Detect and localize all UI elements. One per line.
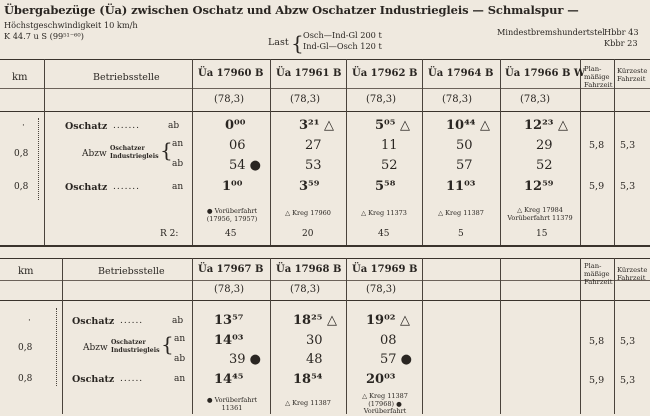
r2-17964: 5 <box>458 229 464 239</box>
km-abzw: 0,8 <box>14 149 29 159</box>
page-title: Übergabezüge (Üa) zwischen Oschatz und Abzw Oschatzer Industriegleis — Schmalspur — <box>4 3 579 17</box>
note-17960: ● Vorüberfahrt (17956, 17957) <box>206 207 258 223</box>
station-abzw-sub: Oschatzer Industriegleis <box>110 145 159 160</box>
load-17969: (78,3) <box>366 284 397 295</box>
km2-oschatz: · <box>28 316 31 326</box>
kuerzeste-header: Kürzeste Fahrzeit <box>617 67 648 83</box>
time-17969-r2: 57 ● <box>380 352 413 367</box>
abzw2-an: an <box>174 334 186 344</box>
load-17962: (78,3) <box>366 94 397 105</box>
kurzfz-t2-r1: 5,3 <box>620 375 636 386</box>
station2-oschatz: Oschatz <box>72 316 115 327</box>
train-17967: Üa 17967 B <box>198 264 264 275</box>
time-17960-r2: 54 ● <box>229 158 262 173</box>
time-17961-r1: 27 <box>305 138 322 153</box>
oschatz-ab: ab <box>168 121 180 131</box>
planfz-t2-r1: 5,9 <box>589 375 605 386</box>
load-17964: (78,3) <box>442 94 473 105</box>
station-header: Betriebsstelle <box>93 72 160 83</box>
station-oschatz: Oschatz <box>65 121 108 132</box>
time-17968-r0: 18²⁵ △ <box>293 313 338 328</box>
km-header-2: km <box>18 266 34 277</box>
time-17966-r2: 52 <box>536 158 553 173</box>
time-17960-r0: 0⁰⁰ <box>225 118 246 133</box>
load-17960: (78,3) <box>214 94 245 105</box>
planfz-t1-r1: 5,9 <box>589 181 605 192</box>
planfahrzeit-header-2: Plan- mäßige Fahrzeit <box>584 262 613 286</box>
abzw-an: an <box>172 139 184 149</box>
last-label: Last <box>268 37 289 48</box>
train-17969: Üa 17969 B <box>352 264 418 275</box>
train-17966: Üa 17966 B W <box>505 68 586 79</box>
km2-oschatz-an: 0,8 <box>18 374 33 384</box>
time-17962-r1: 11 <box>381 138 398 153</box>
train-17962: Üa 17962 B <box>352 68 418 79</box>
last-brace-icon: { <box>291 31 304 55</box>
km-header: km <box>12 72 28 83</box>
note-17961: △ Kreg 17960 <box>285 209 331 217</box>
planfz-t2-r0: 5,8 <box>589 336 605 347</box>
train-17964: Üa 17964 B <box>428 68 494 79</box>
note-17964: △ Kreg 11387 <box>438 209 484 217</box>
locomotive-class: K 44.7 u S (99⁵¹⁻⁶⁰) <box>4 31 84 41</box>
r2-17966: 15 <box>536 229 548 239</box>
time-17967-r0: 13⁵⁷ <box>214 313 244 328</box>
abzw2-ab: ab <box>174 354 186 364</box>
time-17964-r2: 57 <box>456 158 473 173</box>
oschatz2-ab: ab <box>172 316 184 326</box>
note-17967: ● Vorüberfahrt 11361 <box>206 396 258 412</box>
time-17968-r3: 18⁵⁴ <box>293 372 323 387</box>
station-oschatz-an: Oschatz <box>65 182 108 193</box>
planfahrzeit-header: Plan- mäßige Fahrzeit <box>584 65 613 89</box>
time-17969-r1: 08 <box>380 333 397 348</box>
r2-label: R 2: <box>160 229 179 239</box>
oschatz-an: an <box>172 182 184 192</box>
planfz-t1-r0: 5,8 <box>589 140 605 151</box>
station-abzw: Abzw <box>82 149 107 159</box>
note-17962: △ Kreg 11373 <box>361 209 407 217</box>
time-17967-r3: 14⁴⁵ <box>214 372 244 387</box>
speed-note: Höchstgeschwindigkeit 10 km/h <box>4 20 138 30</box>
time-17966-r3: 12⁵⁹ <box>524 179 554 194</box>
r2-17960: 45 <box>225 229 237 239</box>
time-17966-r1: 29 <box>536 138 553 153</box>
time-17962-r2: 52 <box>381 158 398 173</box>
r2-17962: 45 <box>378 229 390 239</box>
brems-kbbr: Kbbr 23 <box>604 38 638 48</box>
station2-abzw-sub: Oschatzer Industriegleis <box>111 339 160 354</box>
kurzfz-t2-r0: 5,3 <box>620 336 636 347</box>
abzw-ab: ab <box>172 159 184 169</box>
time-17961-r3: 3⁵⁹ <box>299 179 320 194</box>
time-17966-r0: 12²³ △ <box>524 118 569 133</box>
time-17961-r0: 3²¹ △ <box>299 118 334 133</box>
km-oschatz-an: 0,8 <box>14 182 29 192</box>
time-17967-r1: 14⁰³ <box>214 333 244 348</box>
load-17968: (78,3) <box>290 284 321 295</box>
train-17960: Üa 17960 B <box>198 68 264 79</box>
time-17968-r1: 30 <box>306 333 323 348</box>
station2-abzw: Abzw <box>83 343 108 353</box>
load-17961: (78,3) <box>290 94 321 105</box>
r2-17961: 20 <box>302 229 314 239</box>
time-17964-r1: 50 <box>456 138 473 153</box>
station-header-2: Betriebsstelle <box>98 266 165 277</box>
time-17960-r1: 06 <box>229 138 246 153</box>
km2-abzw: 0,8 <box>18 343 33 353</box>
note-17966: △ Kreg 17984 Vorüberfahrt 11379 <box>507 206 573 222</box>
note-17968: △ Kreg 11387 <box>285 399 331 407</box>
last-line-1: Osch—Ind-Gl 200 t <box>303 30 382 40</box>
kurzfz-t1-r1: 5,3 <box>620 181 636 192</box>
time-17969-r3: 20⁰³ <box>366 372 396 387</box>
time-17961-r2: 53 <box>305 158 322 173</box>
station2-oschatz-an: Oschatz <box>72 374 115 385</box>
time-17967-r2: 39 ● <box>229 352 262 367</box>
timetable-page: Übergabezüge (Üa) zwischen Oschatz und Abzw Oschatzer Industriegleis — Schmalspur — Höchstgeschwindigkeit 10 km/h K 44.7 u S (99⁵¹⁻⁶⁰) Last { Osch—Ind-Gl 200 t Ind-Gl—Osch 120 t Mindestbremshundertstel Hbbr 43 Kbbr 23 km Betriebsstelle Plan- mäßige Fahrzeit Kürzeste Fahrzeit Üa 17960 B Üa 17961 B Üa 17962 B Üa 17964 B Üa 17966 B W (78,3) (78,3) (78,3) (78,3) (78,3) · 0,8 0,8 Oschatz ....... ab Abzw Oschatzer Industriegleis { an ab Oschatz ....... an 0⁰⁰ 3²¹ △ 5⁰⁵ △ 10⁴⁴ △ 12²³ △ 06 27 11 50 29 54 ● 53 52 57 52 1⁰⁰ 3⁵⁹ 5⁵⁸ 11⁰³ 12⁵⁹ 5,8 5,9 5,3 5,3 ● Vorüberfahrt (17956, 17957) △ Kreg 17960 △ Kreg 11373 △ Kreg 11387 △ Kreg 17984 Vorüberfahrt 11379 R 2: 45 20 45 5 15 km Betriebsstelle Plan- mäßige Fahrzeit Kürzeste Fahrzeit Üa 17967 B Üa 17968 B Üa 17969 B (78,3) (78,3) (78,3) · 0,8 0,8 Oschatz ...... ab Abzw Oschatzer Industriegleis { an ab Oschatz ...... an 13⁵⁷ 18²⁵ △ 19⁰² △ 14⁰³ 30 08 39 ● 48 57 ● 14⁴⁵ 18⁵⁴ 20⁰³ 5,8 5,9 5,3 5,3 ● Vorüberfahrt 11361 △ Kreg 11387 △ Kreg 11387 (17968) ● Vorüberfahrt <box>0 0 650 414</box>
kuerzeste-header-2: Kürzeste Fahrzeit <box>617 266 648 282</box>
time-17964-r0: 10⁴⁴ △ <box>446 118 491 133</box>
time-17962-r0: 5⁰⁵ △ <box>375 118 410 133</box>
brems-hbbr: Hbbr 43 <box>604 27 639 37</box>
train-17961: Üa 17961 B <box>276 68 342 79</box>
load-17966: (78,3) <box>520 94 551 105</box>
time-17964-r3: 11⁰³ <box>446 179 476 194</box>
kurzfz-t1-r0: 5,3 <box>620 140 636 151</box>
oschatz2-an: an <box>174 374 186 384</box>
note-17969: △ Kreg 11387 (17968) ● Vorüberfahrt <box>362 392 408 415</box>
brems-label: Mindestbremshundertstel <box>497 27 605 37</box>
km-oschatz: · <box>22 121 25 131</box>
load-17967: (78,3) <box>214 284 245 295</box>
time-17960-r3: 1⁰⁰ <box>222 179 243 194</box>
last-line-2: Ind-Gl—Osch 120 t <box>303 41 382 51</box>
time-17962-r3: 5⁵⁸ <box>375 179 396 194</box>
train-17968: Üa 17968 B <box>276 264 342 275</box>
time-17968-r2: 48 <box>306 352 323 367</box>
time-17969-r0: 19⁰² △ <box>366 313 411 328</box>
